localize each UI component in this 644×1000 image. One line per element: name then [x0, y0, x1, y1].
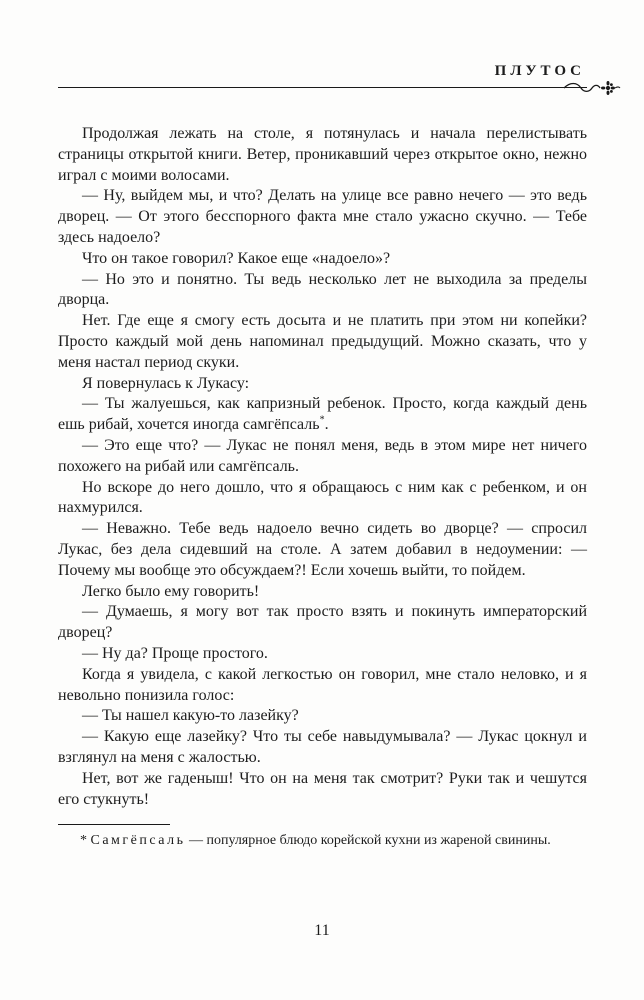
paragraph: Я повернулась к Лукасу:: [82, 374, 250, 392]
footnote-rule: [58, 824, 170, 825]
paragraph: — Неважно. Тебе ведь надоело вечно сидеть во дворце? — спросил Лукас, без дела сидевший на столе. А затем добавил в недоумении: — Почему мы вообще это обсуждаем?! Если хочешь выйти, то пойдем.: [58, 520, 587, 579]
footnote-term: Самгёпсаль: [90, 833, 186, 849]
paragraph: — Ты жалуешься, как капризный ребенок. Просто, когда каждый день ешь рибай, хочется иногда самгёпсаль*.: [58, 395, 587, 434]
paragraph: — Ну да? Проще простого.: [82, 644, 268, 662]
paragraph: — Думаешь, я могу вот так просто взять и покинуть императорский дворец?: [58, 603, 587, 642]
paragraph: — Но это и понятно. Ты ведь несколько лет не выходила за пределы дворца.: [58, 270, 587, 309]
flourish-ornament-icon: [563, 79, 621, 97]
footnote-text: — популярное блюдо корейской кухни из жареной свинины.: [188, 833, 551, 849]
paragraph: Продолжая лежать на столе, я потянулась и начала перелистывать страницы открытой книги. Ветер, проникавший через открытое окно, нежно играл с моими волосами.: [58, 125, 587, 184]
running-head: [58, 62, 587, 88]
paragraph: Что он такое говорил? Какое еще «надоело»?: [82, 249, 391, 267]
paragraph: — Ты нашел какую-то лазейку?: [82, 707, 299, 725]
body-text: [58, 124, 587, 810]
footnote-marker: *: [80, 833, 87, 849]
paragraph: Когда я увидела, с какой легкостью он говорил, мне стало неловко, и я невольно понизила голос:: [58, 665, 587, 704]
paragraph: Нет, вот же гаденыш! Что он на меня так смотрит? Руки так и чешутся его стукнуть!: [58, 769, 587, 808]
paragraph: — Ну, выйдем мы, и что? Делать на улице все равно нечего — это ведь дворец. — От этого бесспорного факта мне стало ужасно скучно. — Тебе здесь надоело?: [58, 187, 587, 246]
paragraph: Но вскоре до него дошло, что я обращаюсь с ним как с ребенком, и он нахмурился.: [58, 478, 587, 517]
header-rule: [58, 87, 587, 88]
paragraph: Легко было ему говорить!: [82, 582, 260, 600]
page-title: ПЛУТОС: [494, 63, 585, 79]
paragraph: — Какую еще лазейку? Что ты себе навыдумывала? — Лукас цокнул и взглянул на меня с жалостью.: [58, 728, 587, 766]
footnote: [58, 831, 587, 850]
footnote-reference-marker: *: [319, 414, 325, 426]
paragraph: — Это еще что? — Лукас не понял меня, ведь в этом мире нет ничего похожего на рибай или самгёпсаль.: [58, 436, 587, 475]
paragraph: Нет. Где еще я смогу есть досыта и не платить при этом ни копейки? Просто каждый мой день напоминал предыдущий. Можно сказать, что у меня настал период скуки.: [58, 312, 587, 371]
page-number: 11: [314, 922, 330, 939]
